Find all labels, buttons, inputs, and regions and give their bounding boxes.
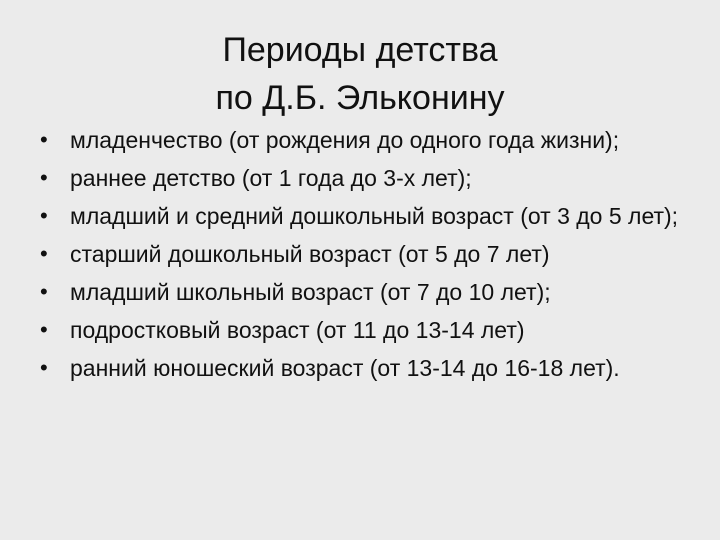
list-item-adolescence: • подростковый возраст (от 11 до 13-14 лет) xyxy=(40,317,680,343)
list-item-senior-preschool: • старший дошкольный возраст (от 5 до 7 лет) xyxy=(40,241,680,267)
period-list xyxy=(40,127,680,393)
list-item-infancy: • младенчество (от рождения до одного года жизни); xyxy=(40,127,680,153)
list-item-early-youth: • ранний юношеский возраст (от 13-14 до 16-18 лет). xyxy=(40,355,680,381)
list-item-junior-school: • младший школьный возраст (от 7 до 10 лет); xyxy=(40,279,680,305)
title-line-1: Периоды детства xyxy=(222,31,498,69)
slide-title xyxy=(0,26,720,122)
title-line-2: по Д.Б. Эльконину xyxy=(215,79,505,117)
list-item-junior-middle-preschool: • младший и средний дошкольный возраст (от 3 до 5 лет); xyxy=(40,203,680,229)
list-item-early-childhood: • раннее детство (от 1 года до 3-х лет); xyxy=(40,165,680,191)
